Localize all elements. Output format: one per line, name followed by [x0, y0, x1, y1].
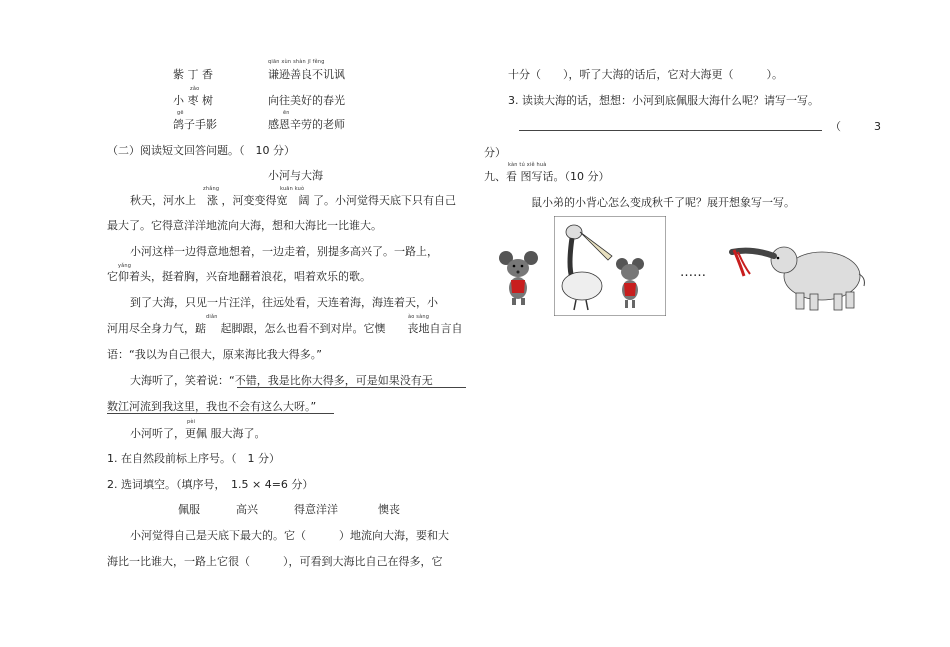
phrase-3: 感恩辛劳的老师: [268, 118, 345, 131]
question-1: 1. 在自然段前标上序号。（ 1 分）: [107, 452, 280, 465]
elephant-illustration: [722, 238, 872, 314]
answer-line: [519, 130, 822, 131]
pinyin-en: ēn: [283, 110, 290, 116]
story-line-7: 语：“我以为自己很大，原来海比我大得多。”: [107, 348, 322, 361]
option-2: 高兴: [236, 503, 258, 516]
option-1: 佩服: [178, 503, 200, 516]
word-1: 紫 丁 香: [173, 68, 213, 81]
question-3: 3. 读读大海的话，想想：小河到底佩服大海什么呢？请写一写。: [508, 94, 819, 107]
phrase-2: 向往美好的春光: [268, 94, 345, 107]
story-line-3: 小河这样一边得意地想着，一边走着，别提多高兴了。一路上，: [130, 245, 438, 258]
story-line-9: 数江河流到我这里，我也不会有这么大呀。”: [107, 400, 317, 413]
question-2: 2. 选词填空。（填序号， 1.5 × 4=6 分）: [107, 478, 314, 491]
fill-line-3: 十分（ ），听了大海的话后，它对大海更（ ）。: [508, 68, 783, 81]
pinyin-aosang: ào sàng: [408, 314, 430, 320]
story-line-2: 最大了。它得意洋洋地流向大海，想和大海比一比谁大。: [107, 219, 382, 232]
story-line-6: 河用尽全身力气，踮 起脚跟，怎么也看不到对岸。它懊 丧地自言自: [107, 322, 463, 335]
underline-8: [237, 387, 466, 388]
question-3-end: 分）: [484, 146, 506, 159]
story-line-5: 到了大海，只见一片汪洋，往远处看，天连着海，海连着天，小: [130, 296, 438, 309]
duck-and-mouse-illustration: [554, 216, 666, 316]
phrase-1: 谦逊善良不讥讽: [268, 68, 345, 81]
pinyin-kuankuo: kuān kuò: [280, 186, 305, 192]
pinyin-kantuxiehua: kàn tú xiě huà: [508, 162, 547, 168]
section-2-title: （二）阅读短文回答问题。（ 10 分）: [107, 144, 295, 157]
fill-line-2: 海比一比谁大，一路上它很（ ），可看到大海比自己在得多，它: [107, 555, 443, 568]
pinyin-zao: zǎo: [190, 86, 200, 92]
ellipsis-dots: ……: [680, 265, 706, 280]
picture-prompt: 鼠小弟的小背心怎么变成秋千了呢？展开想象写一写。: [531, 196, 795, 209]
story-line-4: 它仰着头，挺着胸，兴奋地翻着浪花，唱着欢乐的歌。: [107, 270, 371, 283]
story-line-10: 小河听了，更佩 服大海了。: [130, 427, 266, 440]
pinyin-yang: yǎng: [118, 263, 132, 269]
option-3: 得意洋洋: [294, 503, 338, 516]
story-line-1: 秋天，河水上 涨 ，河变变得宽 阔 了。小河觉得天底下只有自己: [130, 194, 456, 207]
section-9-title: 九、看 图写话。（10 分）: [484, 170, 610, 183]
pinyin-pei: pèi: [187, 419, 196, 425]
fill-line-1: 小河觉得自己是天底下最大的。它（ ）地流向大海，要和大: [130, 529, 449, 542]
story-line-8: 大海听了，笑着说：“不错，我是比你大得多，可是如果没有无: [130, 374, 433, 387]
word-2: 小 枣 树: [173, 94, 213, 107]
option-4: 懊丧: [378, 503, 400, 516]
pinyin-phrase-1: qiān xùn shàn jī fěng: [268, 59, 325, 65]
word-3: 鸽子手影: [173, 118, 217, 131]
question-3-paren: （ 3: [830, 120, 881, 133]
story-title: 小河与大海: [268, 169, 323, 182]
underline-9: [107, 413, 334, 414]
pinyin-ge: gē: [177, 110, 184, 116]
pinyin-zhang: zhǎng: [203, 186, 220, 192]
pinyin-dian: diǎn: [206, 314, 218, 320]
mouse-illustration: [497, 248, 541, 308]
